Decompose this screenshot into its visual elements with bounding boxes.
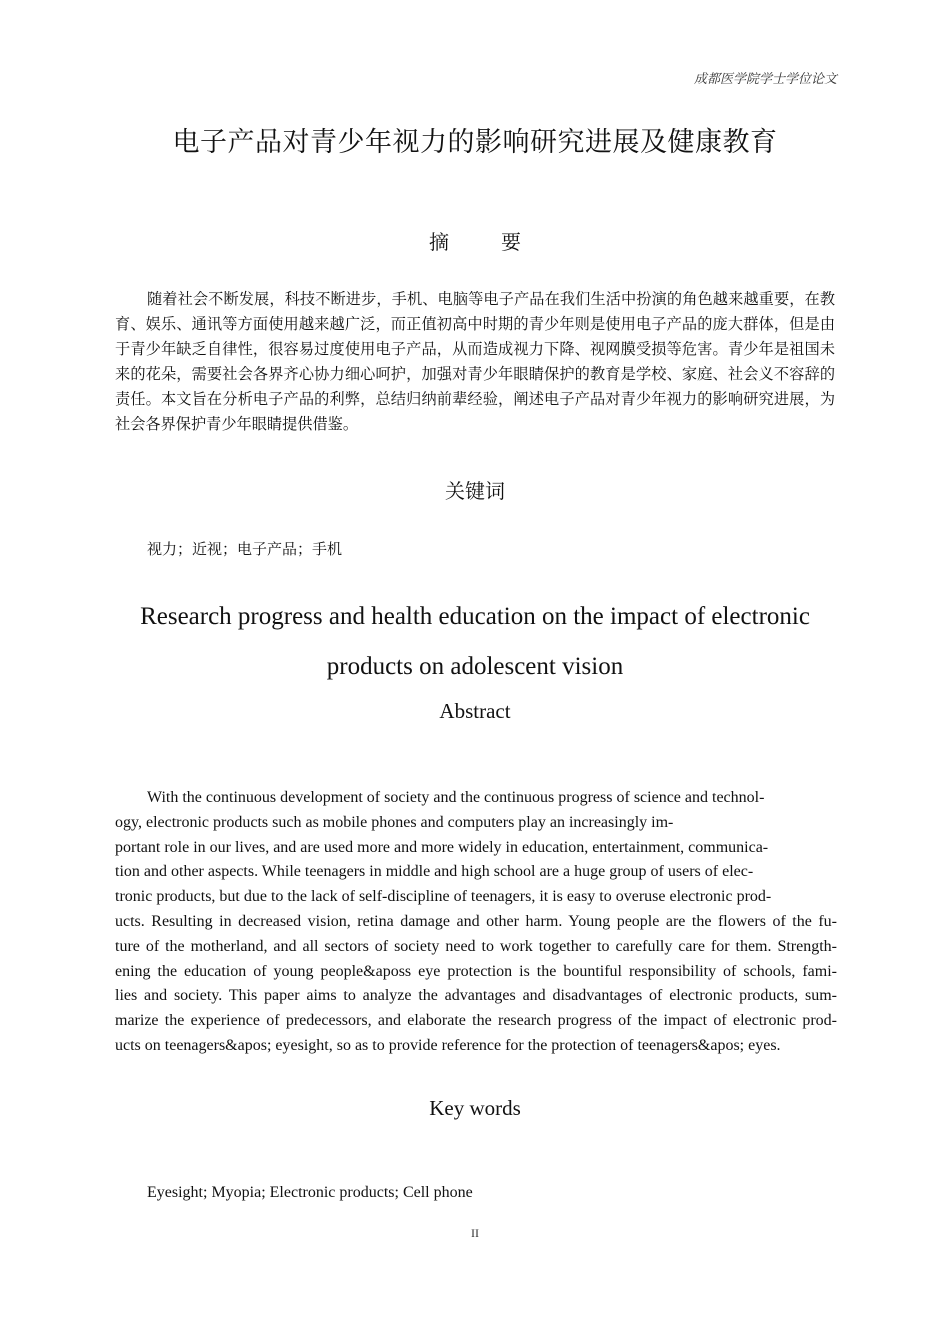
abstract-heading-english: Abstract	[439, 699, 511, 723]
abstract-body-english	[115, 786, 837, 1059]
thesis-title-english	[100, 592, 850, 692]
running-header: 成都医学院学士学位论文	[693, 72, 837, 87]
thesis-title-english-line-1: Research progress and health education on the impact of electronic	[140, 603, 810, 630]
abstract-line: ogy, electronic products such as mobile phones and computers play an increasingly im-	[115, 813, 674, 831]
abstract-line: ucts on teenagers&apos; eyesight, so as to provide reference for the protection of teenagers&apos; eyes.	[115, 1036, 781, 1054]
thesis-title-chinese: 电子产品对青少年视力的影响研究进展及健康教育	[172, 127, 778, 158]
keywords-heading-chinese: 关键词	[445, 479, 505, 503]
abstract-line: tion and other aspects. While teenagers in middle and high school are a huge group of users of elec-	[115, 863, 754, 881]
abstract-body-chinese: 随着社会不断发展，科技不断进步，手机、电脑等电子产品在我们生活中扮演的角色越来越重要，在教育、娱乐、通讯等方面使用越来越广泛，而正值初高中时期的青少年则是使用电子产品的庞大群体，但是由于青少年缺乏自律性，很容易过度使用电子产品，从而造成视力下降、视网膜受损等危害。青少年是祖国未来的花朵，需要社会各界齐心协力细心呵护，加强对青少年眼睛保护的教育是学校、家庭、社会义不容辞的责任。本文旨在分析电子产品的利弊，总结归纳前辈经验，阐述电子产品对青少年视力的影响研究进展，为社会各界保护青少年眼睛提供借鉴。	[115, 290, 835, 433]
keywords-english: Eyesight; Myopia; Electronic products; Cell phone	[147, 1184, 473, 1201]
abstract-heading-chinese: 摘 要	[429, 230, 537, 254]
keywords-heading-english: Key words	[429, 1096, 521, 1120]
abstract-line: lies and society. This paper aims to analyze the advantages and disadvantages of electronic products, sum-	[115, 987, 837, 1005]
page-number: II	[471, 1226, 479, 1240]
abstract-line: ucts. Resulting in decreased vision, retina damage and other harm. Young people are the flowers of the fu-	[115, 912, 837, 930]
keywords-chinese: 视力；近视；电子产品；手机	[147, 540, 343, 558]
abstract-line: ture of the motherland, and all sectors of society need to work together to carefully care for them. Strength-	[115, 937, 837, 955]
abstract-line: With the continuous development of society and the continuous progress of science and technol-	[147, 789, 765, 806]
abstract-line: tronic products, but due to the lack of self-discipline of teenagers, it is easy to overuse electronic prod-	[115, 888, 772, 906]
abstract-line: ening the education of young people&aposs eye protection is the bountiful responsibility of schools, fami-	[115, 962, 837, 980]
thesis-title-english-line-2: products on adolescent vision	[326, 653, 624, 680]
abstract-line: marize the experience of predecessors, and elaborate the research progress of the impact of electronic prod-	[115, 1012, 837, 1030]
abstract-line: portant role in our lives, and are used more and more widely in education, entertainment, communica-	[115, 838, 769, 856]
